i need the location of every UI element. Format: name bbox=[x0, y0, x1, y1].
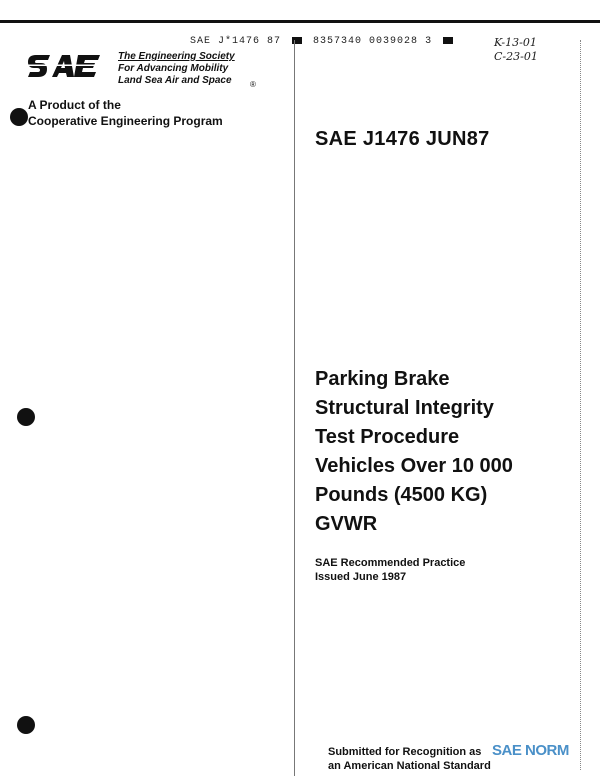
document-code-header bbox=[190, 36, 457, 47]
tagline-line-1: The Engineering Society bbox=[118, 51, 235, 62]
punch-hole-icon bbox=[10, 108, 28, 126]
title-line: Parking Brake bbox=[315, 368, 450, 390]
registered-mark: ® bbox=[250, 80, 256, 89]
handwritten-note-2: C-23-01 bbox=[494, 50, 538, 63]
code-right: 8357340 0039028 3 bbox=[313, 36, 433, 47]
ansi-submission-note bbox=[328, 745, 491, 773]
tagline-line-3: Land Sea Air and Space bbox=[118, 75, 232, 86]
document-title bbox=[315, 365, 585, 539]
title-line: Test Procedure bbox=[315, 426, 460, 448]
punch-hole-icon bbox=[17, 408, 35, 426]
punch-hole-icon bbox=[17, 716, 35, 734]
sae-logo-icon bbox=[28, 50, 112, 80]
sae-tagline bbox=[118, 51, 235, 87]
practice-type: SAE Recommended Practice bbox=[315, 557, 466, 569]
submitted-line-2: an American National Standard bbox=[328, 760, 491, 772]
title-line: GVWR bbox=[315, 513, 378, 535]
issue-date: Issued June 1987 bbox=[315, 571, 407, 583]
title-line: Structural Integrity bbox=[315, 397, 494, 419]
barcode-block-icon bbox=[443, 37, 453, 44]
tagline-line-2: For Advancing Mobility bbox=[118, 63, 229, 74]
title-line: Vehicles Over 10 000 bbox=[315, 455, 513, 477]
program-line-1: A Product of the bbox=[28, 98, 121, 112]
watermark-text: SAE NORM bbox=[492, 742, 569, 759]
program-label bbox=[28, 97, 223, 129]
submitted-line-1: Submitted for Recognition as bbox=[328, 746, 482, 758]
program-line-2: Cooperative Engineering Program bbox=[28, 114, 223, 128]
document-number: SAE J1476 JUN87 bbox=[315, 128, 490, 150]
column-divider bbox=[294, 40, 295, 776]
practice-info bbox=[315, 556, 465, 584]
code-left: SAE J*1476 87 bbox=[190, 36, 282, 47]
handwritten-note-1: K-13-01 bbox=[494, 36, 537, 49]
top-rule bbox=[0, 20, 600, 23]
sae-norm-watermark bbox=[492, 742, 569, 759]
title-line: Pounds (4500 KG) bbox=[315, 484, 488, 506]
